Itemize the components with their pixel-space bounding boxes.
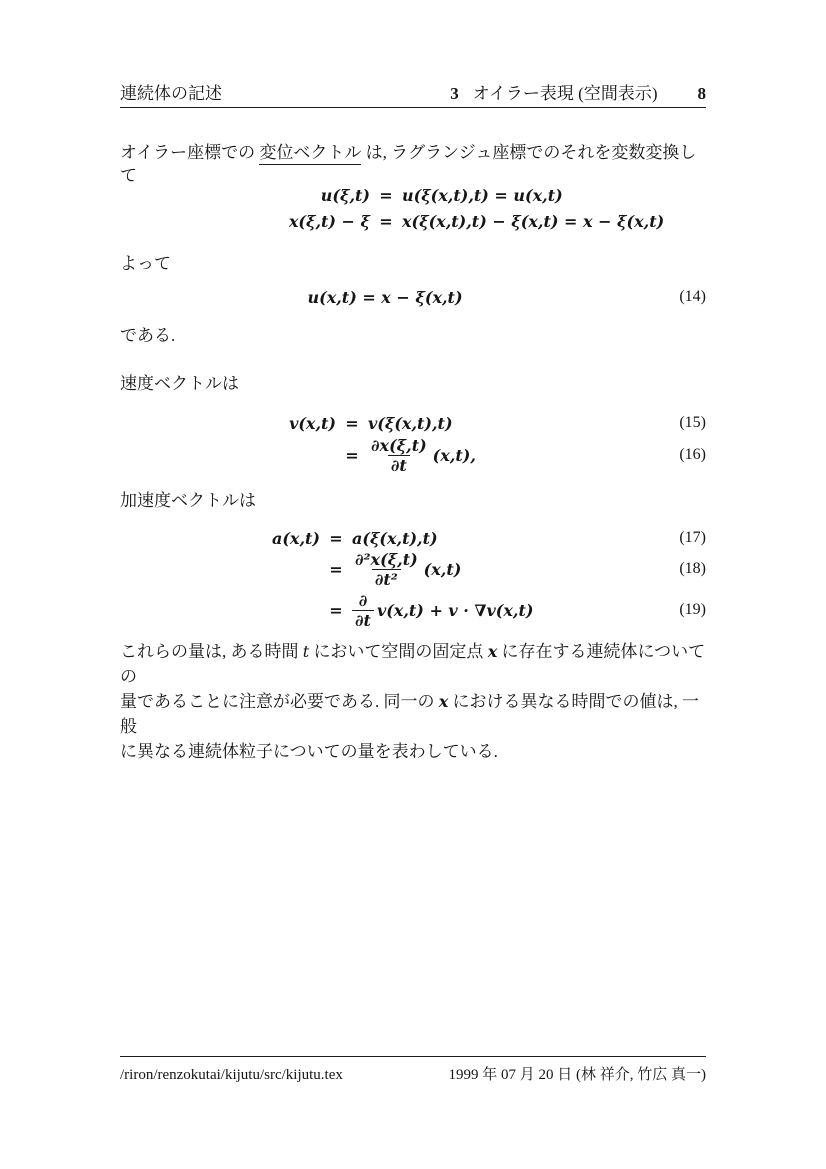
closing-paragraph xyxy=(120,639,706,764)
math-var-x: x xyxy=(438,692,449,711)
equals-sign: = xyxy=(329,559,343,579)
closing-text: における異なる時間での値は, 一般 xyxy=(120,692,700,736)
running-head-left: 連続体の記述 xyxy=(120,84,222,103)
connective-dearu: である. xyxy=(120,326,176,345)
closing-text: 量であることに注意が必要である. 同一の xyxy=(120,692,439,711)
running-head-right xyxy=(450,82,706,105)
fraction xyxy=(352,550,421,589)
equals-sign: = xyxy=(379,185,393,205)
intro-paragraph xyxy=(120,141,706,187)
header-rule xyxy=(120,107,706,108)
equation-number: (16) xyxy=(679,446,706,463)
equation-14 xyxy=(120,284,706,310)
page-footer xyxy=(120,1063,706,1084)
equals-sign: = xyxy=(329,528,343,548)
intro-text-after: は, ラグランジュ座標でのそれを変数変換して xyxy=(120,143,697,185)
equation-rhs: x(ξ(x,t),t) − ξ(x,t) = x − ξ(x,t) xyxy=(402,211,665,231)
equation-rhs: v(ξ(x,t),t) xyxy=(368,413,453,433)
math-var-t: t xyxy=(302,642,310,661)
equation-rhs: u(ξ(x,t),t) = u(x,t) xyxy=(402,185,563,205)
equation-lhs: a(x,t) xyxy=(271,528,320,548)
equation-number: (17) xyxy=(679,529,706,546)
section-title: オイラー表現 (空間表示) xyxy=(472,84,658,103)
fraction xyxy=(352,591,374,630)
equation-rhs: a(ξ(x,t),t) xyxy=(352,528,438,548)
footer-rule xyxy=(120,1056,706,1057)
section-number: 3 xyxy=(450,84,459,103)
equals-sign: = xyxy=(345,413,359,433)
closing-line-2 xyxy=(120,689,706,739)
equation-number: (14) xyxy=(679,288,706,305)
equals-sign: = xyxy=(329,600,343,620)
equation-lhs: x(ξ,t) − ξ xyxy=(288,211,370,231)
closing-text: に存在する連続体についての xyxy=(120,642,706,686)
equation-tail: v(x,t) + v · ∇v(x,t) xyxy=(376,600,534,620)
equation-row-displacement-1 xyxy=(120,182,706,208)
equation-number: (18) xyxy=(679,560,706,577)
fraction xyxy=(368,436,430,475)
equation-lhs: u(ξ,t) xyxy=(320,185,370,205)
fraction-numerator: ∂x(ξ,t) xyxy=(371,435,427,455)
equation-rhs xyxy=(352,550,706,589)
footer-date-authors: 1999 年 07 月 20 日 (林 祥介, 竹広 真一) xyxy=(448,1067,706,1083)
fraction-denominator: ∂t xyxy=(352,610,374,630)
page-header xyxy=(120,82,706,105)
page-number: 8 xyxy=(697,84,706,103)
equation-body: u(x,t) = x − ξ(x,t) xyxy=(307,287,463,307)
closing-text: に異なる連続体粒子についての量を表わしている. xyxy=(120,742,498,761)
equation-number: (19) xyxy=(679,601,706,618)
acceleration-intro: 加速度ベクトルは xyxy=(120,491,256,510)
fraction-numerator: ∂²x(ξ,t) xyxy=(355,549,418,569)
closing-line-1 xyxy=(120,639,706,689)
equation-lhs: v(x,t) xyxy=(289,413,336,433)
underlined-term-displacement-vector: 変位ベクトル xyxy=(259,143,361,165)
fraction-denominator: ∂t² xyxy=(372,569,401,589)
connective-yotte: よって xyxy=(120,254,171,273)
intro-text-before: オイラー座標での xyxy=(120,143,260,162)
source-file-path: /riron/renzokutai/kijutu/src/kijutu.tex xyxy=(120,1067,343,1083)
closing-line-3 xyxy=(120,739,706,764)
equation-number: (15) xyxy=(679,414,706,431)
velocity-intro: 速度ベクトルは xyxy=(120,374,239,393)
equals-sign: = xyxy=(379,211,393,231)
equation-rhs xyxy=(368,436,706,475)
closing-text: において空間の固定点 xyxy=(309,642,488,661)
equation-tail: (x,t), xyxy=(432,445,476,465)
equation-row-displacement-2 xyxy=(120,208,706,234)
equation-16 xyxy=(120,433,706,477)
math-var-x: x xyxy=(487,642,498,661)
equation-tail: (x,t) xyxy=(423,559,462,579)
equals-sign: = xyxy=(345,445,359,465)
closing-text: これらの量は, ある時間 xyxy=(120,642,303,661)
equation-18 xyxy=(120,548,706,590)
fraction-numerator: ∂ xyxy=(358,590,368,610)
equation-rhs xyxy=(352,591,706,630)
equation-19 xyxy=(120,589,706,631)
fraction-denominator: ∂t xyxy=(388,455,410,475)
